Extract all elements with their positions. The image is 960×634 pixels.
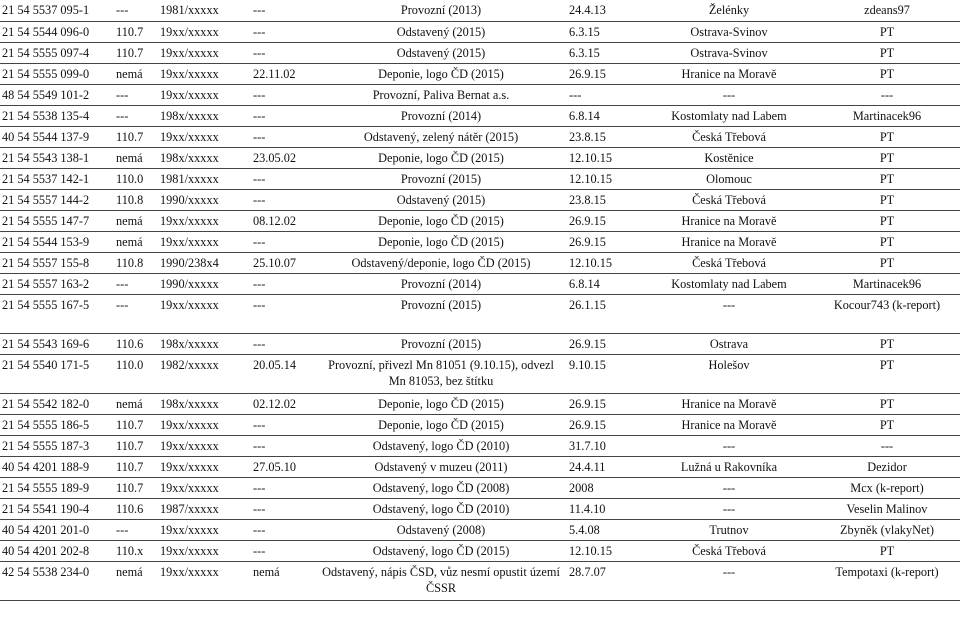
- brake-code-cell: nemá: [113, 210, 157, 231]
- vehicle-number-cell: 21 54 5555 167-5: [0, 294, 113, 333]
- reporter-cell: PT: [814, 210, 960, 231]
- brake-code-cell: ---: [113, 0, 157, 21]
- reporter-cell: Kocour743 (k-report): [814, 294, 960, 333]
- revision-date-cell: ---: [250, 477, 316, 498]
- status-cell: Deponie, logo ČD (2015): [316, 414, 566, 435]
- status-cell: Deponie, logo ČD (2015): [316, 393, 566, 414]
- location-cell: Kostomlaty nad Labem: [644, 105, 814, 126]
- status-cell: Deponie, logo ČD (2015): [316, 147, 566, 168]
- vehicle-number-cell: 21 54 5557 163-2: [0, 273, 113, 294]
- status-cell: Provozní (2014): [316, 273, 566, 294]
- observation-date-cell: 23.8.15: [566, 126, 644, 147]
- revision-date-cell: ---: [250, 294, 316, 333]
- brake-code-cell: ---: [113, 273, 157, 294]
- vehicle-number-cell: 48 54 5549 101-2: [0, 84, 113, 105]
- table-row: [0, 393, 960, 414]
- status-cell: Provozní, přivezl Mn 81051 (9.10.15), odvezl Mn 81053, bez štítku: [316, 354, 566, 393]
- reporter-cell: Dezidor: [814, 456, 960, 477]
- table-row: [0, 435, 960, 456]
- observation-date-cell: ---: [566, 84, 644, 105]
- status-cell: Odstavený, logo ČD (2010): [316, 498, 566, 519]
- vehicle-number-cell: 40 54 4201 188-9: [0, 456, 113, 477]
- reporter-cell: Mcx (k-report): [814, 477, 960, 498]
- observation-date-cell: 26.9.15: [566, 210, 644, 231]
- build-year-cell: 19xx/xxxxx: [157, 210, 250, 231]
- observation-date-cell: 6.3.15: [566, 42, 644, 63]
- reporter-cell: Zbyněk (vlakyNet): [814, 519, 960, 540]
- status-cell: Odstavený, zelený nátěr (2015): [316, 126, 566, 147]
- revision-date-cell: ---: [250, 189, 316, 210]
- location-cell: Ostrava-Svinov: [644, 21, 814, 42]
- brake-code-cell: 110.6: [113, 498, 157, 519]
- location-cell: ---: [644, 435, 814, 456]
- reporter-cell: ---: [814, 435, 960, 456]
- status-cell: Odstavený, logo ČD (2010): [316, 435, 566, 456]
- revision-date-cell: nemá: [250, 561, 316, 600]
- observation-date-cell: 12.10.15: [566, 252, 644, 273]
- reporter-cell: PT: [814, 414, 960, 435]
- location-cell: Hranice na Moravě: [644, 210, 814, 231]
- status-cell: Deponie, logo ČD (2015): [316, 210, 566, 231]
- table-row: [0, 354, 960, 393]
- brake-code-cell: 110.7: [113, 414, 157, 435]
- brake-code-cell: 110.x: [113, 540, 157, 561]
- observation-date-cell: 12.10.15: [566, 147, 644, 168]
- reporter-cell: PT: [814, 252, 960, 273]
- vehicle-number-cell: 21 54 5555 186-5: [0, 414, 113, 435]
- status-cell: Odstavený v muzeu (2011): [316, 456, 566, 477]
- location-cell: Česká Třebová: [644, 189, 814, 210]
- revision-date-cell: 25.10.07: [250, 252, 316, 273]
- table-row: [0, 84, 960, 105]
- observation-date-cell: 26.9.15: [566, 231, 644, 252]
- observation-date-cell: 24.4.11: [566, 456, 644, 477]
- revision-date-cell: 27.05.10: [250, 456, 316, 477]
- location-cell: Česká Třebová: [644, 126, 814, 147]
- status-cell: Provozní (2015): [316, 168, 566, 189]
- reporter-cell: PT: [814, 540, 960, 561]
- brake-code-cell: 110.8: [113, 189, 157, 210]
- location-cell: Hranice na Moravě: [644, 231, 814, 252]
- table-row: [0, 333, 960, 354]
- brake-code-cell: 110.7: [113, 21, 157, 42]
- brake-code-cell: 110.8: [113, 252, 157, 273]
- brake-code-cell: 110.7: [113, 42, 157, 63]
- table-row: [0, 231, 960, 252]
- table-row: [0, 498, 960, 519]
- build-year-cell: 1990/xxxxx: [157, 189, 250, 210]
- brake-code-cell: 110.0: [113, 354, 157, 393]
- observation-date-cell: 26.9.15: [566, 333, 644, 354]
- reporter-cell: PT: [814, 189, 960, 210]
- vehicle-number-cell: 42 54 5538 234-0: [0, 561, 113, 600]
- build-year-cell: 19xx/xxxxx: [157, 21, 250, 42]
- status-cell: Odstavený (2015): [316, 21, 566, 42]
- observation-date-cell: 11.4.10: [566, 498, 644, 519]
- reporter-cell: Martinacek96: [814, 273, 960, 294]
- observation-date-cell: 6.3.15: [566, 21, 644, 42]
- brake-code-cell: ---: [113, 84, 157, 105]
- status-cell: Odstavený (2015): [316, 189, 566, 210]
- table-row: [0, 147, 960, 168]
- table-row: [0, 168, 960, 189]
- table-row: [0, 189, 960, 210]
- build-year-cell: 19xx/xxxxx: [157, 540, 250, 561]
- revision-date-cell: ---: [250, 333, 316, 354]
- table-row: [0, 477, 960, 498]
- vehicle-number-cell: 21 54 5555 097-4: [0, 42, 113, 63]
- status-cell: Odstavený, nápis ČSD, vůz nesmí opustit území ČSSR: [316, 561, 566, 600]
- vehicle-number-cell: 21 54 5557 155-8: [0, 252, 113, 273]
- brake-code-cell: nemá: [113, 231, 157, 252]
- reporter-cell: zdeans97: [814, 0, 960, 21]
- status-cell: Provozní (2015): [316, 294, 566, 333]
- vehicle-number-cell: 40 54 5544 137-9: [0, 126, 113, 147]
- revision-date-cell: ---: [250, 105, 316, 126]
- brake-code-cell: nemá: [113, 561, 157, 600]
- revision-date-cell: ---: [250, 168, 316, 189]
- table-row: [0, 63, 960, 84]
- brake-code-cell: 110.0: [113, 168, 157, 189]
- reporter-cell: ---: [814, 84, 960, 105]
- reporter-cell: PT: [814, 147, 960, 168]
- location-cell: Lužná u Rakovníka: [644, 456, 814, 477]
- location-cell: Želénky: [644, 0, 814, 21]
- vehicle-number-cell: 21 54 5543 138-1: [0, 147, 113, 168]
- location-cell: Hranice na Moravě: [644, 414, 814, 435]
- reporter-cell: Tempotaxi (k-report): [814, 561, 960, 600]
- table-row: [0, 105, 960, 126]
- brake-code-cell: ---: [113, 105, 157, 126]
- location-cell: ---: [644, 477, 814, 498]
- reporter-cell: PT: [814, 231, 960, 252]
- brake-code-cell: nemá: [113, 393, 157, 414]
- revision-date-cell: ---: [250, 498, 316, 519]
- location-cell: ---: [644, 498, 814, 519]
- table-row: [0, 456, 960, 477]
- vehicle-number-cell: 21 54 5541 190-4: [0, 498, 113, 519]
- brake-code-cell: 110.7: [113, 477, 157, 498]
- vehicle-number-cell: 21 54 5543 169-6: [0, 333, 113, 354]
- status-cell: Provozní (2015): [316, 333, 566, 354]
- table-row: [0, 42, 960, 63]
- revision-date-cell: ---: [250, 231, 316, 252]
- build-year-cell: 19xx/xxxxx: [157, 42, 250, 63]
- observation-date-cell: 12.10.15: [566, 168, 644, 189]
- revision-date-cell: 23.05.02: [250, 147, 316, 168]
- build-year-cell: 1981/xxxxx: [157, 0, 250, 21]
- vehicle-number-cell: 21 54 5544 096-0: [0, 21, 113, 42]
- brake-code-cell: nemá: [113, 63, 157, 84]
- table-row: [0, 252, 960, 273]
- vehicle-number-cell: 21 54 5555 187-3: [0, 435, 113, 456]
- observation-date-cell: 26.9.15: [566, 63, 644, 84]
- status-cell: Odstavený (2008): [316, 519, 566, 540]
- build-year-cell: 19xx/xxxxx: [157, 84, 250, 105]
- revision-date-cell: 02.12.02: [250, 393, 316, 414]
- reporter-cell: PT: [814, 42, 960, 63]
- observation-date-cell: 26.9.15: [566, 393, 644, 414]
- build-year-cell: 19xx/xxxxx: [157, 63, 250, 84]
- status-cell: Provozní (2014): [316, 105, 566, 126]
- location-cell: Olomouc: [644, 168, 814, 189]
- brake-code-cell: 110.7: [113, 126, 157, 147]
- revision-date-cell: ---: [250, 126, 316, 147]
- location-cell: Holešov: [644, 354, 814, 393]
- observation-date-cell: 31.7.10: [566, 435, 644, 456]
- build-year-cell: 19xx/xxxxx: [157, 231, 250, 252]
- build-year-cell: 1981/xxxxx: [157, 168, 250, 189]
- observation-date-cell: 28.7.07: [566, 561, 644, 600]
- reporter-cell: Veselin Malinov: [814, 498, 960, 519]
- brake-code-cell: 110.7: [113, 456, 157, 477]
- location-cell: ---: [644, 84, 814, 105]
- location-cell: Ostrava: [644, 333, 814, 354]
- status-cell: Odstavený (2015): [316, 42, 566, 63]
- build-year-cell: 19xx/xxxxx: [157, 519, 250, 540]
- status-cell: Deponie, logo ČD (2015): [316, 63, 566, 84]
- vehicle-number-cell: 40 54 4201 202-8: [0, 540, 113, 561]
- brake-code-cell: 110.6: [113, 333, 157, 354]
- build-year-cell: 19xx/xxxxx: [157, 456, 250, 477]
- build-year-cell: 1987/xxxxx: [157, 498, 250, 519]
- location-cell: ---: [644, 561, 814, 600]
- location-cell: Trutnov: [644, 519, 814, 540]
- build-year-cell: 198x/xxxxx: [157, 393, 250, 414]
- vehicle-number-cell: 40 54 4201 201-0: [0, 519, 113, 540]
- status-cell: Odstavený, logo ČD (2008): [316, 477, 566, 498]
- location-cell: Česká Třebová: [644, 252, 814, 273]
- reporter-cell: PT: [814, 63, 960, 84]
- reporter-cell: PT: [814, 354, 960, 393]
- build-year-cell: 198x/xxxxx: [157, 333, 250, 354]
- vehicle-number-cell: 21 54 5544 153-9: [0, 231, 113, 252]
- build-year-cell: 198x/xxxxx: [157, 147, 250, 168]
- table-row: [0, 294, 960, 333]
- table-row: [0, 414, 960, 435]
- revision-date-cell: ---: [250, 21, 316, 42]
- vehicle-number-cell: 21 54 5538 135-4: [0, 105, 113, 126]
- location-cell: Kostomlaty nad Labem: [644, 273, 814, 294]
- status-cell: Deponie, logo ČD (2015): [316, 231, 566, 252]
- location-cell: Kostěnice: [644, 147, 814, 168]
- build-year-cell: 19xx/xxxxx: [157, 435, 250, 456]
- observation-date-cell: 23.8.15: [566, 189, 644, 210]
- vehicle-number-cell: 21 54 5555 147-7: [0, 210, 113, 231]
- build-year-cell: 19xx/xxxxx: [157, 126, 250, 147]
- status-cell: Odstavený, logo ČD (2015): [316, 540, 566, 561]
- build-year-cell: 1990/238x4: [157, 252, 250, 273]
- build-year-cell: 1982/xxxxx: [157, 354, 250, 393]
- reporter-cell: PT: [814, 21, 960, 42]
- revision-date-cell: ---: [250, 435, 316, 456]
- build-year-cell: 19xx/xxxxx: [157, 294, 250, 333]
- table-row: [0, 540, 960, 561]
- observation-date-cell: 9.10.15: [566, 354, 644, 393]
- build-year-cell: 1990/xxxxx: [157, 273, 250, 294]
- vehicle-number-cell: 21 54 5537 095-1: [0, 0, 113, 21]
- location-cell: Hranice na Moravě: [644, 63, 814, 84]
- brake-code-cell: 110.7: [113, 435, 157, 456]
- revision-date-cell: ---: [250, 519, 316, 540]
- revision-date-cell: ---: [250, 273, 316, 294]
- table-row: [0, 561, 960, 600]
- revision-date-cell: 08.12.02: [250, 210, 316, 231]
- reporter-cell: PT: [814, 333, 960, 354]
- status-cell: Provozní, Paliva Bernat a.s.: [316, 84, 566, 105]
- table-row: [0, 519, 960, 540]
- revision-date-cell: 20.05.14: [250, 354, 316, 393]
- revision-date-cell: ---: [250, 42, 316, 63]
- table-row: [0, 210, 960, 231]
- vehicle-number-cell: 21 54 5555 099-0: [0, 63, 113, 84]
- location-cell: ---: [644, 294, 814, 333]
- build-year-cell: 19xx/xxxxx: [157, 561, 250, 600]
- brake-code-cell: ---: [113, 294, 157, 333]
- brake-code-cell: ---: [113, 519, 157, 540]
- table-row: [0, 273, 960, 294]
- location-cell: Česká Třebová: [644, 540, 814, 561]
- reporter-cell: PT: [814, 126, 960, 147]
- observation-date-cell: 6.8.14: [566, 273, 644, 294]
- revision-date-cell: ---: [250, 540, 316, 561]
- observation-date-cell: 26.9.15: [566, 414, 644, 435]
- reporter-cell: Martinacek96: [814, 105, 960, 126]
- build-year-cell: 19xx/xxxxx: [157, 414, 250, 435]
- observation-date-cell: 5.4.08: [566, 519, 644, 540]
- status-cell: Odstavený/deponie, logo ČD (2015): [316, 252, 566, 273]
- observation-date-cell: 6.8.14: [566, 105, 644, 126]
- table-row: [0, 21, 960, 42]
- observation-date-cell: 26.1.15: [566, 294, 644, 333]
- revision-date-cell: ---: [250, 84, 316, 105]
- revision-date-cell: 22.11.02: [250, 63, 316, 84]
- observation-date-cell: 24.4.13: [566, 0, 644, 21]
- vehicle-number-cell: 21 54 5557 144-2: [0, 189, 113, 210]
- build-year-cell: 19xx/xxxxx: [157, 477, 250, 498]
- vehicle-number-cell: 21 54 5540 171-5: [0, 354, 113, 393]
- revision-date-cell: ---: [250, 0, 316, 21]
- location-cell: Hranice na Moravě: [644, 393, 814, 414]
- revision-date-cell: ---: [250, 414, 316, 435]
- observation-date-cell: 2008: [566, 477, 644, 498]
- vehicle-number-cell: 21 54 5542 182-0: [0, 393, 113, 414]
- table-row: [0, 0, 960, 21]
- vehicle-number-cell: 21 54 5555 189-9: [0, 477, 113, 498]
- observation-date-cell: 12.10.15: [566, 540, 644, 561]
- vehicle-number-cell: 21 54 5537 142-1: [0, 168, 113, 189]
- reporter-cell: PT: [814, 168, 960, 189]
- location-cell: Ostrava-Svinov: [644, 42, 814, 63]
- status-cell: Provozní (2013): [316, 0, 566, 21]
- table-row: [0, 126, 960, 147]
- brake-code-cell: nemá: [113, 147, 157, 168]
- build-year-cell: 198x/xxxxx: [157, 105, 250, 126]
- reporter-cell: PT: [814, 393, 960, 414]
